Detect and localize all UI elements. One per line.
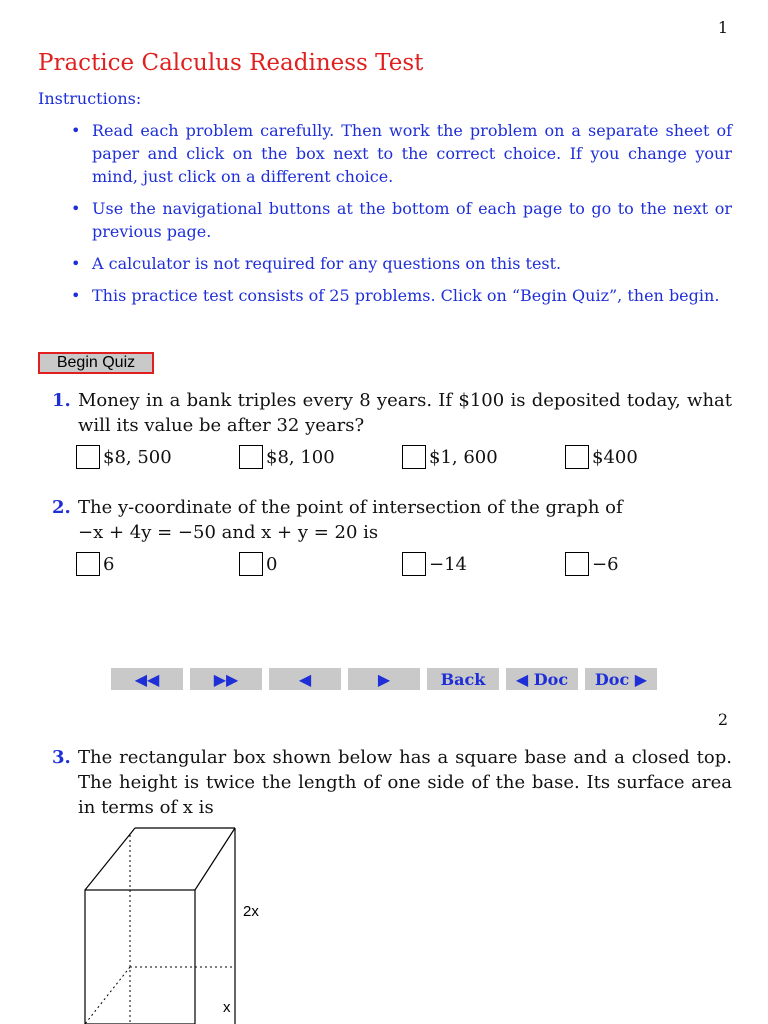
question-2 [52, 495, 732, 545]
choice-option[interactable] [565, 445, 638, 469]
choice-checkbox[interactable] [565, 445, 589, 469]
choice-option[interactable] [76, 552, 114, 576]
choice-checkbox[interactable] [76, 552, 100, 576]
choice-checkbox[interactable] [402, 552, 426, 576]
instructions-list [92, 119, 732, 316]
choice-label: 0 [266, 553, 278, 575]
next-page-button[interactable]: ▶ [348, 668, 420, 690]
question-number: 2. [52, 497, 71, 518]
begin-quiz-button[interactable]: Begin Quiz [38, 352, 154, 374]
question-number: 3. [52, 747, 71, 768]
last-page-button[interactable]: ▶▶ [190, 668, 262, 690]
question-3 [52, 745, 732, 820]
choice-checkbox[interactable] [239, 552, 263, 576]
side-label: x [223, 999, 231, 1016]
question-1 [52, 388, 732, 438]
previous-doc-button[interactable]: ◀ Doc [506, 668, 578, 690]
choice-option[interactable] [402, 552, 467, 576]
instruction-item: • This practice test consists of 25 problems. Click on “Begin Quiz”, then begin. [92, 284, 732, 307]
choice-option[interactable] [402, 445, 498, 469]
instruction-item: • Read each problem carefully. Then work the problem on a separate sheet of paper and click on the box next to the correct choice. If you change your mind, just click on a different choice. [92, 119, 732, 188]
instructions-heading: Instructions: [38, 89, 142, 108]
instruction-item: • Use the navigational buttons at the bottom of each page to go to the next or previous page. [92, 197, 732, 243]
question-number: 1. [52, 390, 71, 411]
question-text [78, 495, 732, 545]
choice-checkbox[interactable] [565, 552, 589, 576]
page-number: 1 [717, 18, 728, 37]
choice-label: $1, 600 [429, 446, 498, 468]
instruction-item: • A calculator is not required for any questions on this test. [92, 252, 732, 275]
back-button[interactable]: Back [427, 668, 499, 690]
choice-label: $8, 500 [103, 446, 172, 468]
choice-label: $8, 100 [266, 446, 335, 468]
previous-page-button[interactable]: ◀ [269, 668, 341, 690]
choice-label: 6 [103, 553, 115, 575]
question-text-line: −x + 4y = −50 and x + y = 20 is [78, 522, 379, 543]
choice-checkbox[interactable] [402, 445, 426, 469]
choice-label: $400 [592, 446, 638, 468]
question-text-line: The y-coordinate of the point of intersection of the graph of [78, 497, 623, 518]
page-number: 2 [717, 710, 728, 729]
box-edge [195, 828, 235, 890]
height-label: 2x [243, 903, 259, 920]
box-diagram [60, 825, 300, 1024]
box-edge [85, 828, 135, 890]
next-doc-button[interactable]: Doc ▶ [585, 668, 657, 690]
choice-option[interactable] [239, 445, 335, 469]
page-title: Practice Calculus Readiness Test [38, 50, 424, 76]
choice-option[interactable] [76, 445, 172, 469]
choice-label: −6 [592, 553, 619, 575]
question-text: Money in a bank triples every 8 years. If $100 is deposited today, what will its value be after 32 years? [78, 390, 732, 436]
question-text: The rectangular box shown below has a square base and a closed top. The height is twice the length of one side of the base. Its surface area in terms of x is [78, 747, 732, 818]
choice-option[interactable] [239, 552, 277, 576]
choice-option[interactable] [565, 552, 619, 576]
box-hidden-edge [85, 967, 130, 1024]
choice-checkbox[interactable] [239, 445, 263, 469]
choice-label: −14 [429, 553, 467, 575]
choice-checkbox[interactable] [76, 445, 100, 469]
first-page-button[interactable]: ◀◀ [111, 668, 183, 690]
